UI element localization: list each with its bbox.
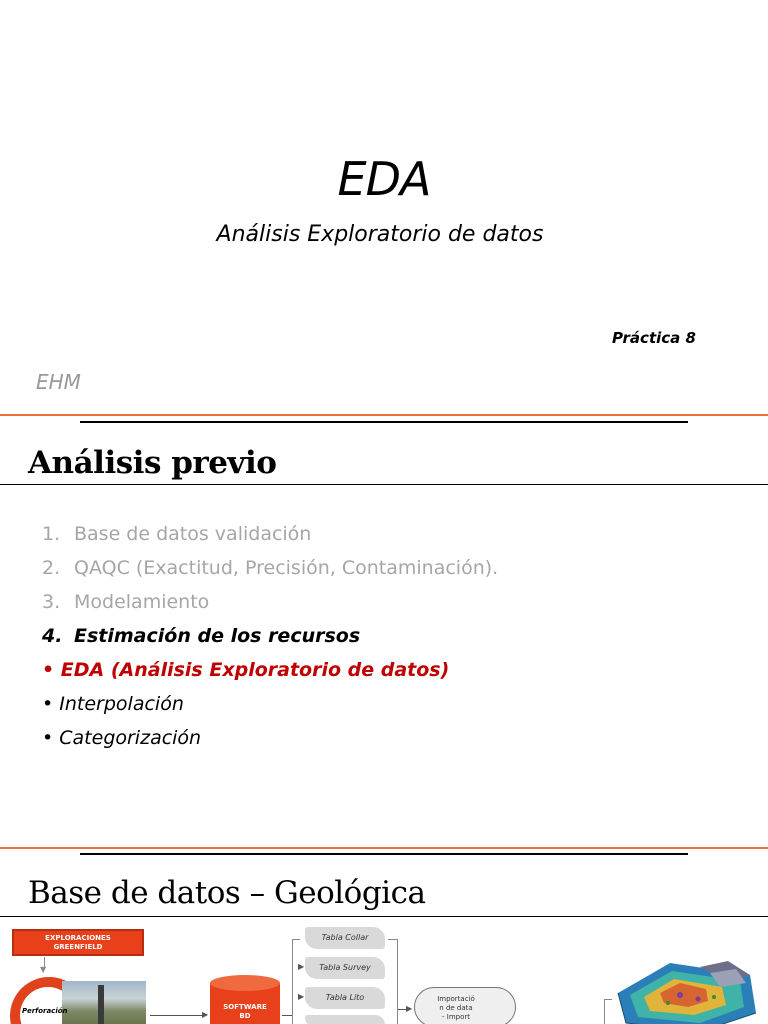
list-number: 2. <box>42 557 61 579</box>
tabla-partial <box>305 1015 385 1024</box>
list-text: Estimación de los recursos <box>74 625 361 647</box>
right-bracket <box>388 939 398 1024</box>
slide-heading: Base de datos – Geológica <box>28 875 426 911</box>
box-label: EXPLORACIONES <box>45 934 111 942</box>
base-datos-slide <box>0 849 768 1024</box>
cylinder-label-line: SOFTWARE <box>223 1003 267 1011</box>
list-text: Modelamiento <box>74 591 210 613</box>
arrow-right-icon: ▶ <box>298 992 305 1001</box>
connector-line <box>150 1015 206 1016</box>
bullet: • <box>42 659 55 681</box>
tabla-collar: Tabla Collar <box>305 927 385 949</box>
heading-rule <box>0 484 768 485</box>
bullet: • <box>42 693 54 715</box>
list-item <box>42 727 742 761</box>
import-label <box>426 995 486 1022</box>
drill-rig-shape <box>98 985 104 1024</box>
import-label-line: Importació <box>437 995 475 1003</box>
title-slide <box>0 0 768 415</box>
bullet: • <box>42 727 54 749</box>
list-text: EDA (Análisis Exploratorio de datos) <box>60 659 450 681</box>
arrow-down-icon: ▼ <box>40 965 47 974</box>
tabla-survey: Tabla Survey <box>305 957 385 979</box>
slide-subtitle: Análisis Exploratorio de datos <box>216 222 544 247</box>
arrow-right-icon: ▶ <box>406 1004 413 1013</box>
list-text: QAQC (Exactitud, Precisión, Contaminación). <box>74 557 499 579</box>
top-rule <box>80 421 688 423</box>
slide-heading: Análisis previo <box>28 445 277 481</box>
cylinder-top <box>210 975 280 991</box>
list-text: Categorización <box>59 727 202 749</box>
list-item <box>42 557 742 591</box>
import-label-line: - Import <box>442 1013 470 1021</box>
practice-label: Práctica 8 <box>612 329 696 347</box>
import-label-line: n de data <box>439 1004 473 1012</box>
list-item <box>42 659 742 693</box>
list-number: 3. <box>42 591 61 613</box>
steps-list <box>42 523 742 761</box>
author-initials: EHM <box>36 370 81 394</box>
cylinder-label-line: BD <box>239 1012 251 1020</box>
heading-rule <box>0 916 768 917</box>
cylinder-label <box>210 1003 280 1021</box>
list-text: Interpolación <box>59 693 184 715</box>
list-text: Base de datos validación <box>74 523 312 545</box>
list-item <box>42 523 742 557</box>
exploraciones-box <box>12 929 144 956</box>
perforacion-label: Perforación <box>22 1007 68 1015</box>
left-bracket <box>292 939 300 1024</box>
arrow-right-icon: ▶ <box>298 962 305 971</box>
list-item <box>42 693 742 727</box>
connector-line <box>282 1015 292 1016</box>
drilling-photo <box>62 981 146 1024</box>
list-item <box>42 591 742 625</box>
arrow-right-icon: ▶ <box>202 1010 209 1019</box>
geological-3d-model <box>610 953 760 1024</box>
slide-separator <box>0 414 768 416</box>
analisis-previo-slide <box>0 417 768 847</box>
box-label: GREENFIELD <box>53 943 103 951</box>
list-number: 1. <box>42 523 61 545</box>
tabla-lito: Tabla Lito <box>305 987 385 1009</box>
top-rule <box>80 853 688 855</box>
software-bd-cylinder <box>210 975 280 1024</box>
list-number: 4. <box>42 625 63 647</box>
list-item <box>42 625 742 659</box>
slide-title: EDA <box>337 152 431 206</box>
